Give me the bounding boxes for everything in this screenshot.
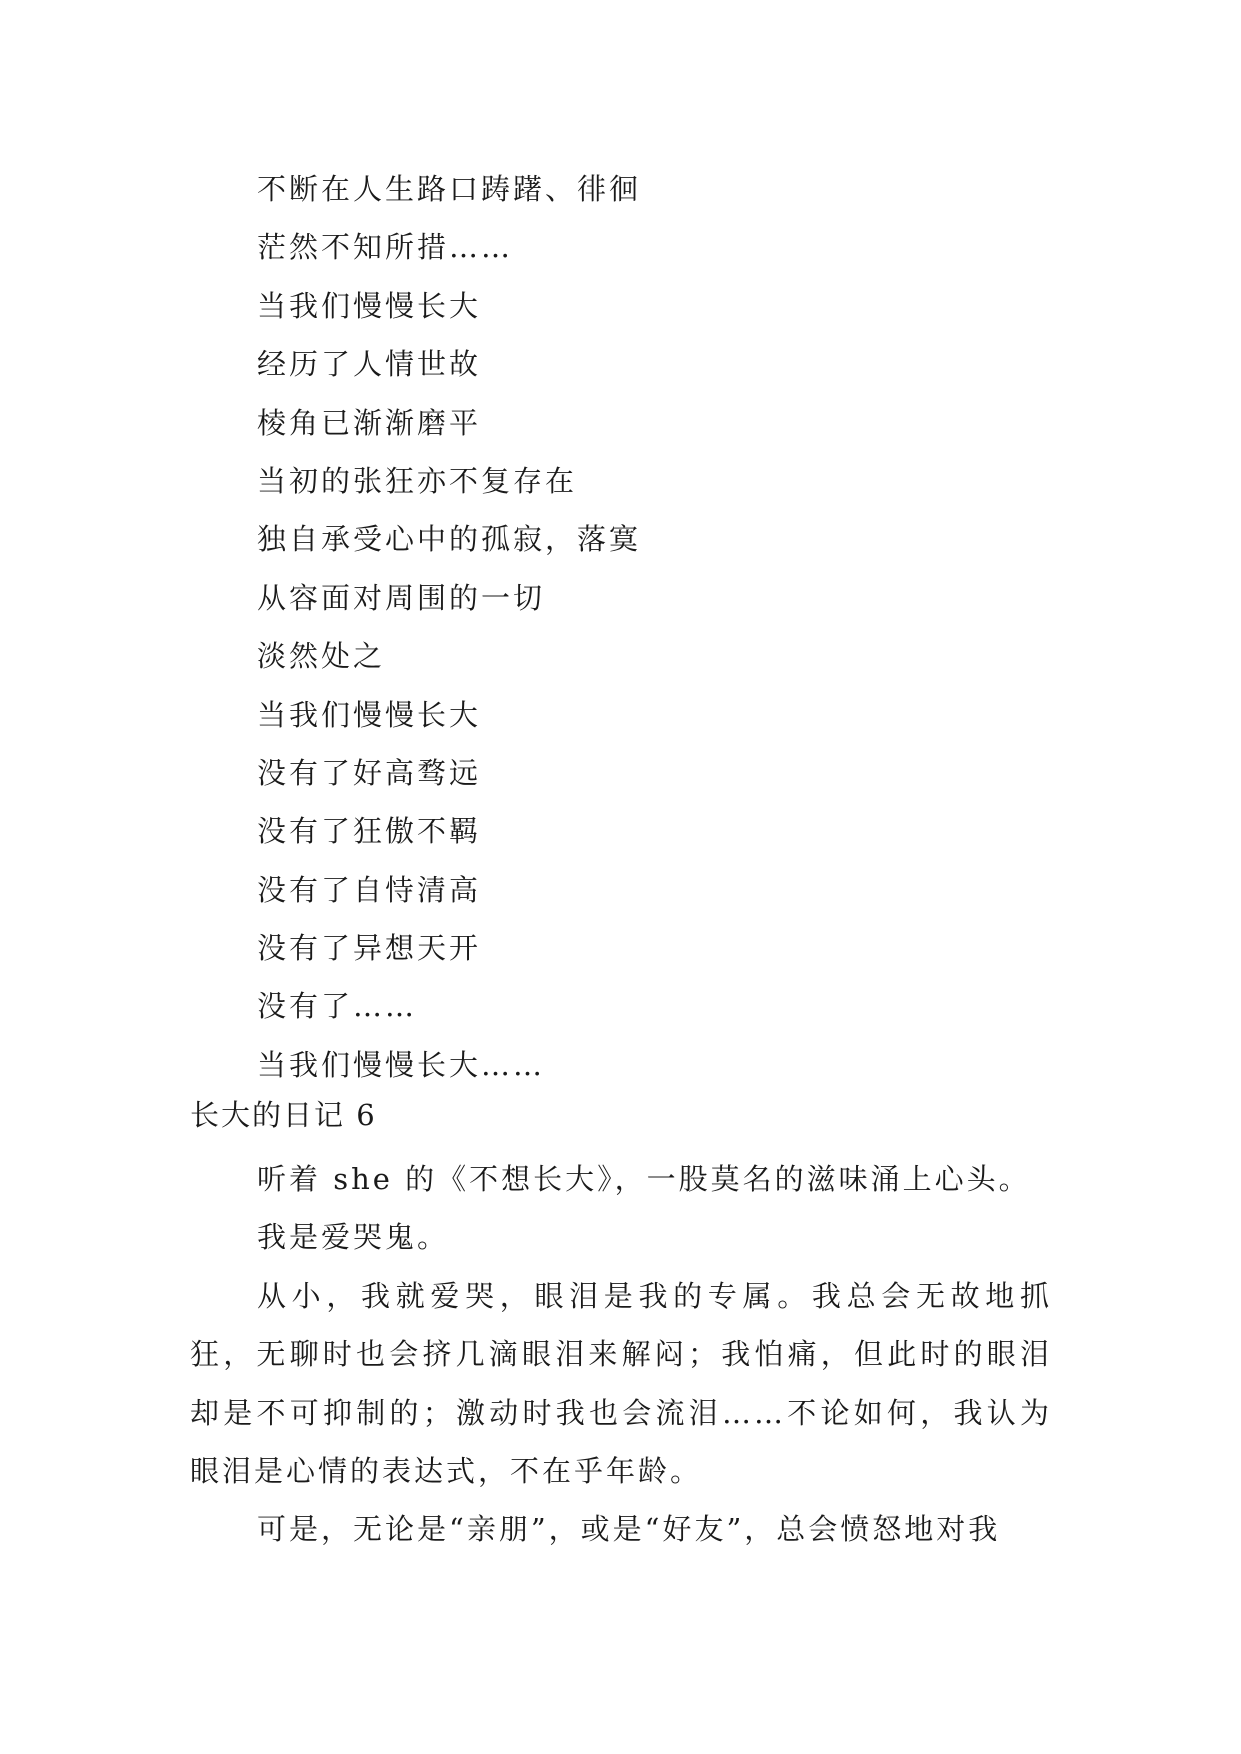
poem-line: 经历了人情世故 xyxy=(257,347,482,382)
poem-line: 茫然不知所措…… xyxy=(257,230,514,265)
poem-line: 没有了…… xyxy=(257,989,418,1024)
poem-line: 独自承受心中的孤寂，落寞 xyxy=(257,522,642,557)
poem-line: 没有了异想天开 xyxy=(257,931,482,966)
poem-line: 当初的张狂亦不复存在 xyxy=(257,463,578,498)
poem-line: 淡然处之 xyxy=(257,639,386,674)
poem-line: 没有了自恃清高 xyxy=(257,872,482,907)
paragraph: 我是爱哭鬼。 xyxy=(257,1220,450,1255)
paragraph: 从小，我就爱哭，眼泪是我的专属。我总会无故地抓狂，无聊时也会挤几滴眼泪来解闷；我怕痛，但此时的眼泪却是不可抑制的；激动时我也会流泪……不论如何，我认为眼泪是心情的表达式，不在乎年龄。 xyxy=(190,1278,1052,1489)
poem-block xyxy=(257,160,1057,1094)
paragraph: 可是，无论是“亲朋”，或是“好友”，总会愤怒地对我 xyxy=(257,1512,1001,1547)
poem-line: 从容面对周围的一切 xyxy=(257,580,546,615)
section-title: 长大的日记 6 xyxy=(190,1098,377,1132)
poem-line: 当我们慢慢长大 xyxy=(257,288,482,323)
paragraph: 听着 she 的《不想长大》，一股莫名的滋味涌上心头。 xyxy=(257,1162,1031,1196)
poem-line: 没有了狂傲不羁 xyxy=(257,814,482,849)
poem-line: 棱角已渐渐磨平 xyxy=(257,405,482,440)
poem-line: 没有了好高骛远 xyxy=(257,755,482,790)
poem-line: 不断在人生路口踌躇、徘徊 xyxy=(257,172,642,206)
poem-line: 当我们慢慢长大…… xyxy=(257,1047,546,1082)
poem-line: 当我们慢慢长大 xyxy=(257,697,482,732)
body-text xyxy=(190,1150,1052,1559)
